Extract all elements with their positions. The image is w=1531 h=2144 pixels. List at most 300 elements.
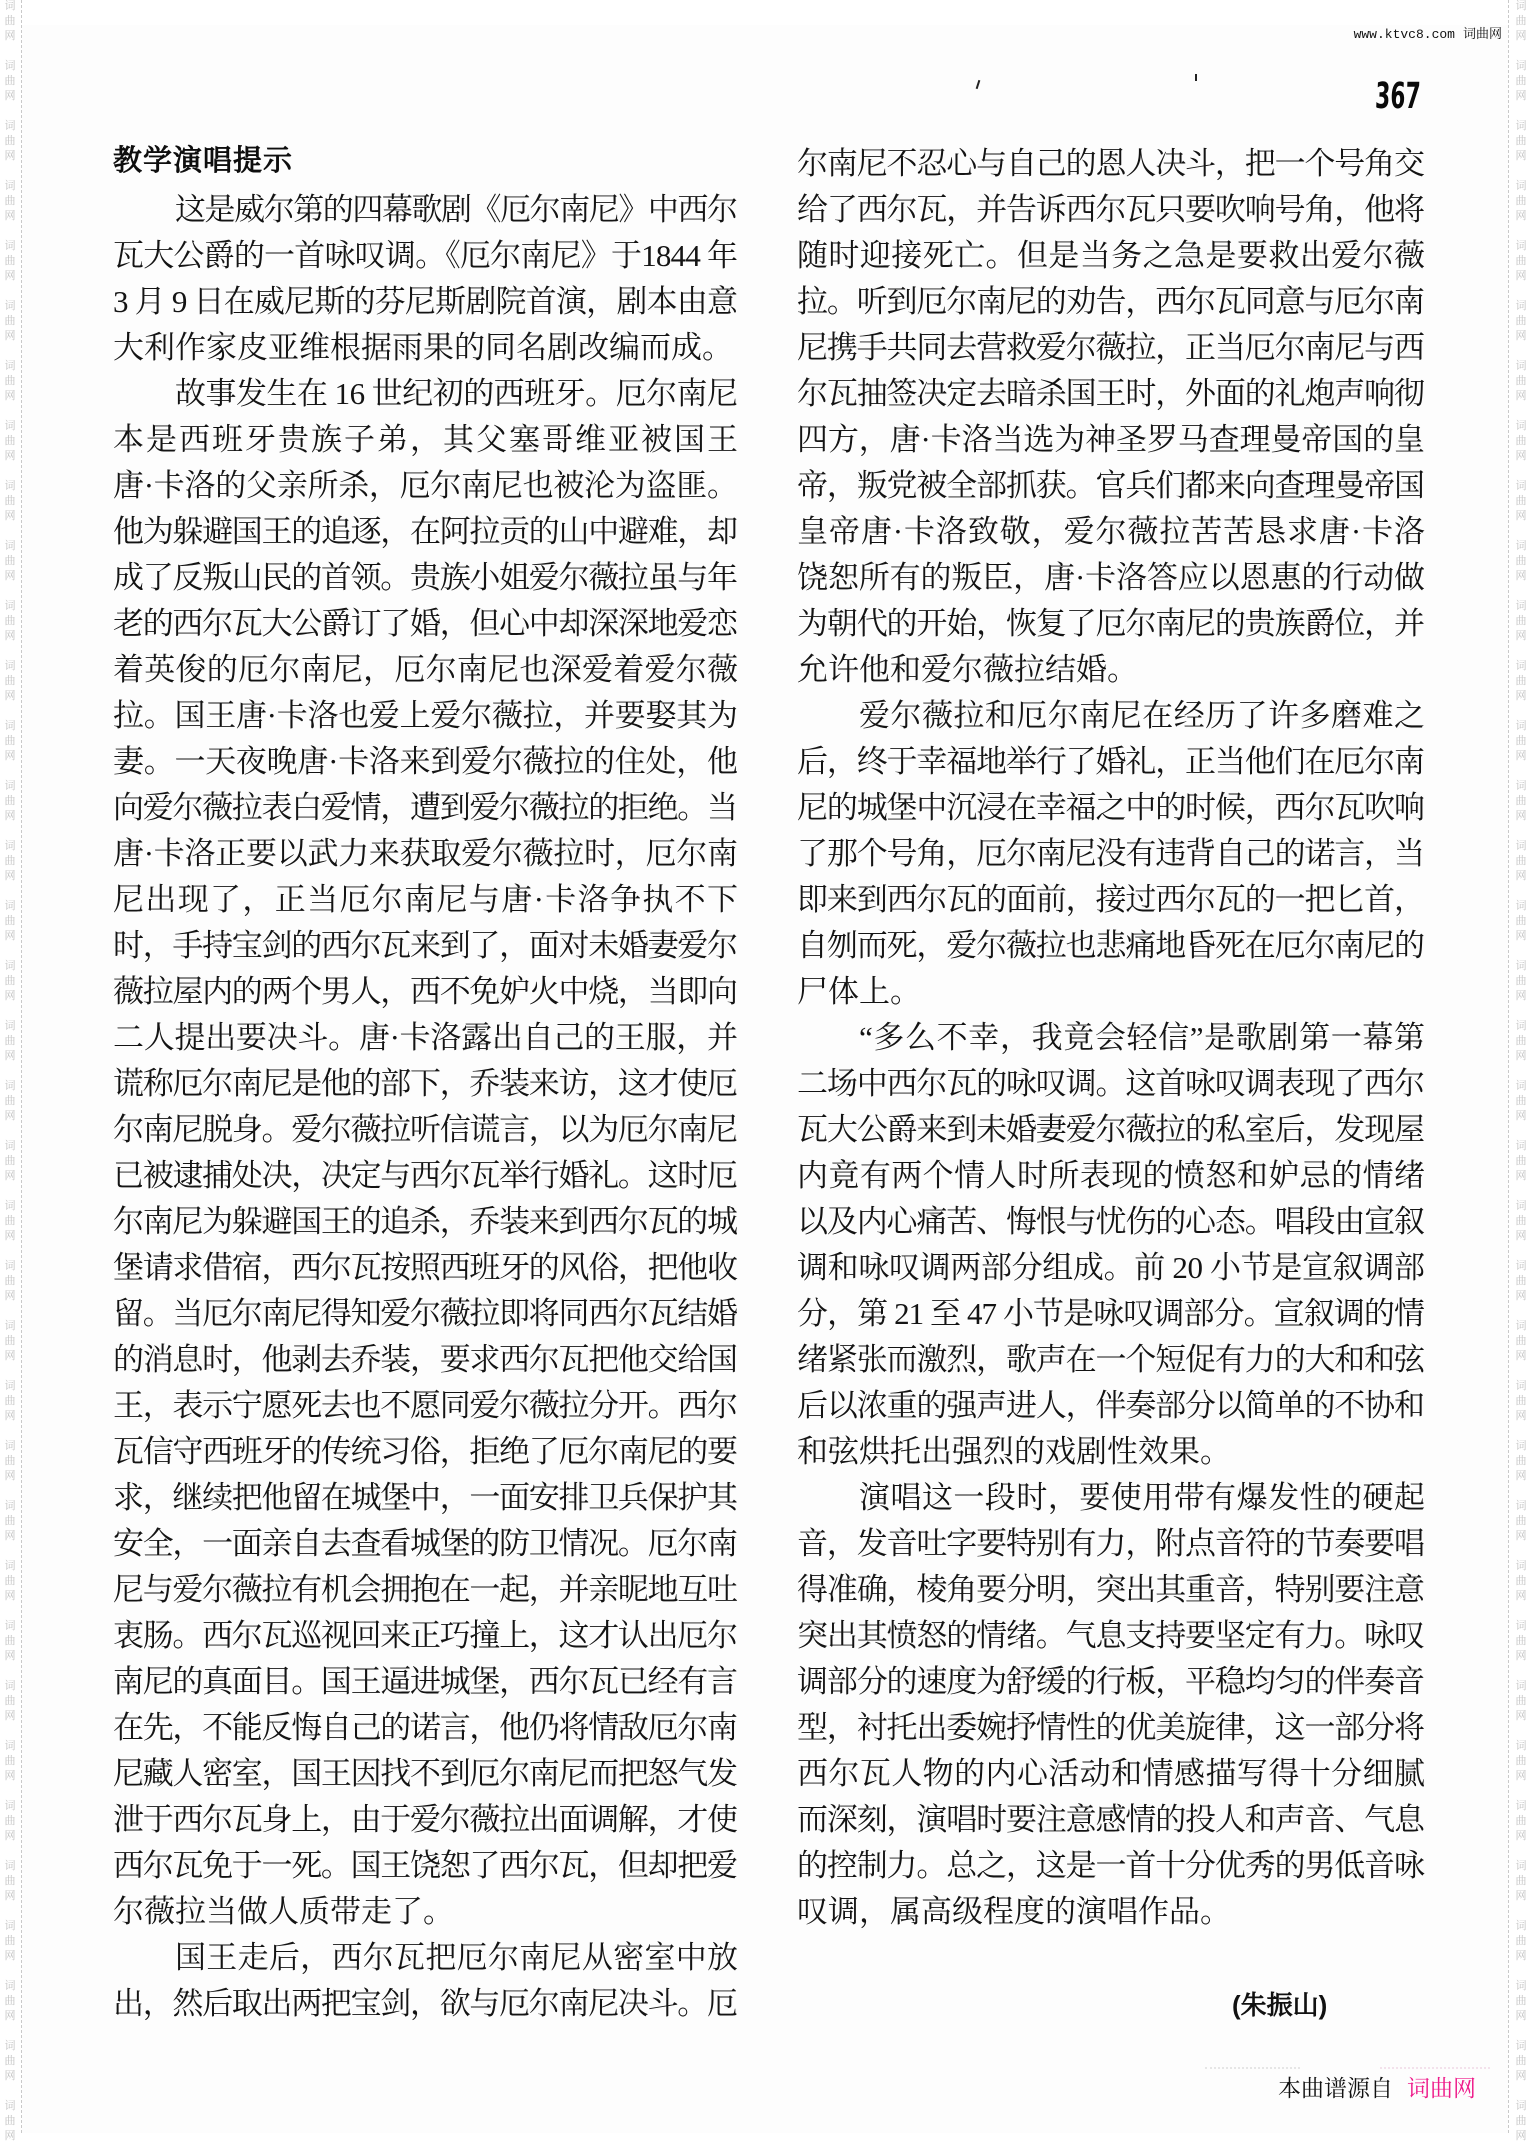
text-line-content: 拉。国王唐·卡洛也爱上爱尔薇拉，并要娶其为	[113, 698, 738, 733]
watermark-char: 词	[4, 299, 16, 312]
watermark-group	[3, 1858, 17, 1904]
watermark-char: 曲	[4, 1094, 16, 1107]
watermark-group	[1514, 178, 1528, 224]
watermark-char: 网	[1515, 149, 1527, 162]
watermark-char: 网	[4, 1349, 16, 1362]
site-url: www.ktvc8.com	[1353, 27, 1455, 42]
watermark-group	[1514, 718, 1528, 764]
watermark-group	[3, 1618, 17, 1664]
site-name: 词曲网	[1462, 27, 1502, 42]
watermark-char: 网	[4, 1529, 16, 1542]
watermark-char: 网	[1515, 1049, 1527, 1062]
watermark-group	[1514, 1798, 1528, 1844]
text-line-content: 尼的城堡中沉浸在幸福之中的时候，西尔瓦吹响	[797, 790, 1424, 825]
watermark-char: 曲	[1515, 2114, 1527, 2127]
text-line-content: 西尔瓦人物的内心活动和情感描写得十分细腻	[797, 1756, 1426, 1791]
watermark-char: 曲	[1515, 134, 1527, 147]
text-line	[797, 1751, 1425, 1797]
watermark-char: 词	[1515, 1379, 1527, 1392]
watermark-char: 曲	[1515, 1214, 1527, 1227]
watermark-char: 词	[4, 1319, 16, 1332]
watermark-char: 曲	[1515, 674, 1527, 687]
text-line-content: 尔薇拉当做人质带走了。	[113, 1894, 454, 1929]
watermark-char: 网	[1515, 1889, 1527, 1902]
watermark-char: 网	[4, 449, 16, 462]
text-line	[113, 1843, 738, 1889]
watermark-char: 词	[1515, 1979, 1527, 1992]
watermark-group	[1514, 1018, 1528, 1064]
text-line-content: 叹调，属高级程度的演唱作品。	[797, 1894, 1231, 1929]
text-line-content: 突出其愤怒的情绪。气息支持要坚定有力。咏叹	[797, 1618, 1424, 1653]
watermark-group	[3, 1798, 17, 1844]
text-line	[797, 509, 1425, 555]
watermark-char: 网	[4, 1589, 16, 1602]
watermark-char: 曲	[4, 1334, 16, 1347]
watermark-group	[3, 1918, 17, 1964]
watermark-char: 曲	[1515, 434, 1527, 447]
footer-source-brand: 词曲网	[1407, 2076, 1476, 2102]
watermark-char: 网	[4, 1709, 16, 1722]
watermark-char: 词	[4, 239, 16, 252]
text-line	[797, 647, 1425, 693]
watermark-char: 曲	[4, 1154, 16, 1167]
text-line-content: 尔南尼脱身。爱尔薇拉听信谎言，以为厄尔南尼	[113, 1112, 737, 1147]
watermark-char: 词	[4, 1079, 16, 1092]
text-line-content: “多么不幸，我竟会轻信”是歌剧第一幕第	[859, 1020, 1426, 1055]
text-line	[113, 1291, 738, 1337]
watermark-char: 词	[1515, 1919, 1527, 1932]
watermark-char: 曲	[4, 1514, 16, 1527]
text-line-content: 唐·卡洛正要以武力来获取爱尔薇拉时，厄尔南	[113, 836, 738, 871]
text-line	[113, 877, 738, 923]
text-line-content: 求，继续把他留在城堡中，一面安排卫兵保护其	[113, 1480, 737, 1515]
text-line-content: 随时迎接死亡。但是当务之急是要救出爱尔薇	[797, 238, 1426, 273]
watermark-char: 曲	[4, 1574, 16, 1587]
text-line	[113, 1935, 738, 1981]
watermark-group	[3, 1678, 17, 1724]
watermark-char: 曲	[4, 554, 16, 567]
watermark-char: 词	[1515, 0, 1527, 12]
watermark-char: 曲	[1515, 734, 1527, 747]
watermark-char: 网	[4, 1409, 16, 1422]
watermark-char: 网	[4, 1109, 16, 1122]
text-line	[113, 1107, 738, 1153]
text-line-content: 调和咏叹调两部分组成。前 20 小节是宣叙调部	[797, 1250, 1425, 1285]
watermark-char: 网	[1515, 2129, 1527, 2142]
watermark-char: 曲	[4, 434, 16, 447]
watermark-group	[1514, 538, 1528, 584]
right-margin-dashed-line	[1508, 0, 1509, 2133]
text-line-content: 3 月 9 日在威尼斯的芬尼斯剧院首演，剧本由意	[113, 284, 738, 319]
text-line	[797, 371, 1425, 417]
watermark-char: 词	[4, 779, 16, 792]
text-line	[113, 1245, 738, 1291]
text-line	[113, 1015, 738, 1061]
watermark-char: 词	[1515, 419, 1527, 432]
watermark-char: 曲	[4, 1634, 16, 1647]
watermark-group	[3, 1438, 17, 1484]
text-line-content: 尼出现了，正当厄尔南尼与唐·卡洛争执不下	[113, 882, 740, 917]
text-line	[797, 785, 1425, 831]
text-line	[113, 1889, 738, 1935]
page-number: 367	[1374, 76, 1422, 117]
text-line	[113, 1981, 738, 2027]
watermark-char: 网	[1515, 1649, 1527, 1662]
watermark-char: 曲	[1515, 1634, 1527, 1647]
text-line	[797, 1567, 1425, 1613]
watermark-char: 网	[1515, 689, 1527, 702]
watermark-char: 曲	[4, 1274, 16, 1287]
watermark-char: 网	[1515, 1589, 1527, 1602]
text-line	[797, 1659, 1425, 1705]
watermark-char: 网	[4, 1949, 16, 1962]
watermark-char: 曲	[1515, 194, 1527, 207]
watermark-char: 曲	[4, 74, 16, 87]
watermark-char: 词	[4, 2039, 16, 2052]
watermark-group	[3, 238, 17, 284]
watermark-char: 网	[1515, 1469, 1527, 1482]
watermark-group	[1514, 898, 1528, 944]
watermark-char: 曲	[1515, 1514, 1527, 1527]
watermark-char: 词	[1515, 1559, 1527, 1572]
text-line	[797, 923, 1425, 969]
watermark-char: 曲	[1515, 1994, 1527, 2007]
text-line	[113, 279, 738, 325]
text-line-content: 故事发生在 16 世纪初的西班牙。厄尔南尼	[175, 376, 738, 411]
watermark-char: 网	[1515, 269, 1527, 282]
watermark-char: 词	[4, 1619, 16, 1632]
text-line	[113, 1199, 738, 1245]
watermark-char: 网	[4, 569, 16, 582]
watermark-char: 网	[1515, 869, 1527, 882]
watermark-char: 网	[1515, 1409, 1527, 1422]
watermark-char: 词	[1515, 179, 1527, 192]
watermark-char: 网	[1515, 1529, 1527, 1542]
watermark-char: 词	[1515, 1439, 1527, 1452]
text-line	[113, 417, 738, 463]
watermark-group	[1514, 0, 1528, 44]
watermark-char: 网	[4, 629, 16, 642]
watermark-group	[1514, 1498, 1528, 1544]
watermark-char: 网	[4, 2069, 16, 2082]
watermark-char: 词	[4, 599, 16, 612]
text-line	[113, 785, 738, 831]
watermark-char: 网	[4, 989, 16, 1002]
text-line-content: 尼藏人密室，国王因找不到厄尔南尼而把怒气发	[113, 1756, 737, 1791]
text-line-content: 即来到西尔瓦的面前，接过西尔瓦的一把匕首，	[797, 882, 1424, 917]
text-line	[113, 923, 738, 969]
watermark-char: 网	[1515, 1829, 1527, 1842]
watermark-group	[1514, 958, 1528, 1004]
text-line-content: 二场中西尔瓦的咏叹调。这首咏叹调表现了西尔	[797, 1066, 1424, 1101]
watermark-char: 曲	[4, 1814, 16, 1827]
watermark-char: 曲	[4, 314, 16, 327]
watermark-group	[1514, 1438, 1528, 1484]
text-line	[113, 1659, 738, 1705]
text-line	[797, 831, 1425, 877]
watermark-char: 词	[4, 839, 16, 852]
text-line	[797, 1199, 1425, 1245]
text-line-content: 南尼的真面目。国王逼进城堡，西尔瓦已经有言	[113, 1664, 737, 1699]
footer-divider	[1205, 2067, 1300, 2069]
text-line	[797, 1153, 1425, 1199]
watermark-char: 词	[1515, 1259, 1527, 1272]
watermark-char: 词	[1515, 1739, 1527, 1752]
watermark-char: 词	[1515, 1079, 1527, 1092]
watermark-group	[1514, 1318, 1528, 1364]
text-line	[113, 693, 738, 739]
watermark-char: 词	[1515, 779, 1527, 792]
text-line	[797, 969, 1425, 1015]
watermark-char: 网	[1515, 1949, 1527, 1962]
text-line-content: 为朝代的开始，恢复了厄尔南尼的贵族爵位，并	[797, 606, 1424, 641]
text-line-content: 型，衬托出委婉抒情性的优美旋律，这一部分将	[797, 1710, 1424, 1745]
watermark-char: 词	[4, 119, 16, 132]
watermark-char: 网	[4, 2129, 16, 2142]
text-line-content: 谎称厄尔南尼是他的部下，乔装来访，这才使厄	[113, 1066, 737, 1101]
watermark-char: 词	[4, 1739, 16, 1752]
watermark-char: 网	[1515, 1709, 1527, 1722]
text-line-content: 尔南尼为躲避国王的追杀，乔装来到西尔瓦的城	[113, 1204, 737, 1239]
watermark-char: 曲	[4, 794, 16, 807]
text-line	[113, 969, 738, 1015]
watermark-char: 词	[4, 1019, 16, 1032]
footer-divider	[1380, 2067, 1490, 2069]
watermark-char: 词	[4, 1199, 16, 1212]
text-line-content: 国王走后，西尔瓦把厄尔南尼从密室中放	[175, 1940, 739, 1975]
text-line-content: 王，表示宁愿死去也不愿同爱尔薇拉分开。西尔	[113, 1388, 737, 1423]
watermark-group	[1514, 1978, 1528, 2024]
text-line	[113, 739, 738, 785]
watermark-group	[1514, 418, 1528, 464]
watermark-char: 网	[1515, 1349, 1527, 1362]
text-line-content: 本是西班牙贵族子弟，其父塞哥维亚被国王	[113, 422, 740, 457]
watermark-char: 网	[4, 1649, 16, 1662]
watermark-char: 词	[1515, 59, 1527, 72]
text-line	[113, 463, 738, 509]
text-line	[797, 1383, 1425, 1429]
paragraph	[797, 1475, 1425, 1935]
watermark-char: 曲	[4, 974, 16, 987]
text-line-content: 这是威尔第的四幕歌剧《厄尔南尼》中西尔	[175, 192, 737, 227]
watermark-group	[3, 2038, 17, 2084]
watermark-char: 曲	[1515, 254, 1527, 267]
paragraph	[797, 1015, 1425, 1475]
watermark-group	[1514, 838, 1528, 884]
watermark-char: 曲	[1515, 1394, 1527, 1407]
text-line-content: 允许他和爱尔薇拉结婚。	[797, 652, 1138, 687]
text-line	[113, 601, 738, 647]
watermark-char: 网	[4, 29, 16, 42]
watermark-char: 词	[4, 659, 16, 672]
watermark-char: 词	[1515, 899, 1527, 912]
text-line-content: 泄于西尔瓦身上，由于爱尔薇拉出面调解，才使	[113, 1802, 737, 1837]
watermark-group	[1514, 778, 1528, 824]
watermark-char: 网	[4, 1289, 16, 1302]
watermark-char: 曲	[4, 1754, 16, 1767]
watermark-char: 曲	[1515, 1814, 1527, 1827]
text-line	[797, 233, 1425, 279]
watermark-char: 曲	[4, 614, 16, 627]
text-line	[797, 187, 1425, 233]
text-line-content: 爱尔薇拉和厄尔南尼在经历了许多磨难之	[859, 698, 1426, 733]
text-line	[113, 1751, 738, 1797]
text-line	[113, 1153, 738, 1199]
text-line-content: 留。当厄尔南尼得知爱尔薇拉即将同西尔瓦结婚	[113, 1296, 737, 1331]
watermark-group	[3, 0, 17, 44]
text-line-content: 和弦烘托出强烈的戏剧性效果。	[797, 1434, 1231, 1469]
watermark-group	[3, 1558, 17, 1604]
watermark-char: 网	[4, 1229, 16, 1242]
watermark-char: 网	[1515, 29, 1527, 42]
scan-speck	[1195, 74, 1197, 81]
watermark-group	[3, 118, 17, 164]
watermark-char: 网	[1515, 1289, 1527, 1302]
watermark-char: 曲	[4, 854, 16, 867]
watermark-char: 曲	[1515, 14, 1527, 27]
text-line	[113, 325, 738, 371]
watermark-char: 词	[4, 1259, 16, 1272]
watermark-char: 词	[1515, 2099, 1527, 2112]
text-line-content: 瓦信守西班牙的传统习俗，拒绝了厄尔南尼的要	[113, 1434, 737, 1469]
watermark-char: 词	[1515, 119, 1527, 132]
watermark-group	[3, 1138, 17, 1184]
watermark-char: 曲	[4, 2114, 16, 2127]
watermark-char: 网	[4, 689, 16, 702]
text-line	[113, 555, 738, 601]
text-line-content: 老的西尔瓦大公爵订了婚，但心中却深深地爱恋	[113, 606, 737, 641]
watermark-char: 词	[4, 1679, 16, 1692]
text-line-content: 衷肠。西尔瓦巡视回来正巧撞上，这才认出厄尔	[113, 1618, 737, 1653]
text-line	[797, 877, 1425, 923]
text-line	[113, 647, 738, 693]
watermark-char: 曲	[4, 374, 16, 387]
watermark-char: 词	[4, 1799, 16, 1812]
watermark-group	[3, 598, 17, 644]
watermark-char: 曲	[4, 1694, 16, 1707]
text-line	[797, 1705, 1425, 1751]
text-line	[113, 1567, 738, 1613]
text-line	[797, 1475, 1425, 1521]
left-margin-watermark	[3, 0, 17, 2142]
watermark-group	[1514, 1078, 1528, 1124]
watermark-char: 网	[4, 1469, 16, 1482]
watermark-char: 曲	[1515, 374, 1527, 387]
text-line-content: 他为躲避国王的追逐，在阿拉贡的山中避难，却	[113, 514, 737, 549]
watermark-char: 网	[4, 1769, 16, 1782]
section-title: 教学演唱提示	[113, 145, 294, 177]
paragraph	[797, 693, 1425, 1015]
paragraph	[113, 187, 738, 371]
text-line-content: 二人提出要决斗。唐·卡洛露出自己的王服，并	[113, 1020, 738, 1055]
text-line-content: 演唱这一段时，要使用带有爆发性的硬起	[859, 1480, 1426, 1515]
text-line	[113, 509, 738, 555]
watermark-char: 网	[1515, 449, 1527, 462]
watermark-char: 曲	[4, 1874, 16, 1887]
watermark-char: 网	[4, 209, 16, 222]
watermark-char: 词	[1515, 659, 1527, 672]
text-line	[113, 1337, 738, 1383]
watermark-char: 词	[1515, 2039, 1527, 2052]
watermark-char: 词	[1515, 1859, 1527, 1872]
text-line-content: 向爱尔薇拉表白爱情，遭到爱尔薇拉的拒绝。当	[113, 790, 737, 825]
text-line-content: 安全，一面亲自去查看城堡的防卫情况。厄尔南	[113, 1526, 737, 1561]
paragraph	[113, 371, 738, 1935]
watermark-char: 曲	[1515, 74, 1527, 87]
watermark-char: 曲	[1515, 974, 1527, 987]
watermark-char: 曲	[1515, 554, 1527, 567]
watermark-char: 词	[4, 59, 16, 72]
watermark-group	[1514, 238, 1528, 284]
text-line-content: 音，发音吐字要特别有力，附点音符的节奏要唱	[797, 1526, 1424, 1561]
text-line	[797, 1843, 1425, 1889]
watermark-char: 网	[1515, 509, 1527, 522]
watermark-char: 曲	[1515, 794, 1527, 807]
text-line-content: 妻。一天夜晚唐·卡洛来到爱尔薇拉的住处，他	[113, 744, 738, 779]
watermark-group	[3, 1498, 17, 1544]
text-line-content: 内竟有两个情人时所表现的愤怒和妒忌的情绪	[797, 1158, 1426, 1193]
watermark-char: 网	[4, 89, 16, 102]
watermark-group	[3, 1978, 17, 2024]
watermark-char: 网	[1515, 629, 1527, 642]
watermark-char: 词	[4, 1859, 16, 1872]
text-line	[113, 1613, 738, 1659]
watermark-char: 曲	[1515, 314, 1527, 327]
watermark-char: 词	[4, 419, 16, 432]
text-line	[113, 831, 738, 877]
text-line-content: 绪紧张而激烈，歌声在一个短促有力的大和和弦	[797, 1342, 1424, 1377]
text-line-content: 尼与爱尔薇拉有机会拥抱在一起，并亲昵地互吐	[113, 1572, 737, 1607]
watermark-char: 曲	[4, 1994, 16, 2007]
text-line	[797, 1889, 1425, 1935]
text-line	[113, 1521, 738, 1567]
watermark-group	[3, 178, 17, 224]
watermark-char: 网	[4, 2009, 16, 2022]
watermark-char: 网	[1515, 749, 1527, 762]
watermark-char: 词	[4, 1499, 16, 1512]
text-line-content: 尔南尼不忍心与自己的恩人决斗，把一个号角交	[797, 146, 1424, 181]
watermark-char: 曲	[1515, 1874, 1527, 1887]
watermark-char: 网	[1515, 569, 1527, 582]
watermark-char: 词	[4, 0, 16, 12]
text-line-content: 皇帝唐·卡洛致敬，爱尔薇拉苦苦恳求唐·卡洛	[797, 514, 1426, 549]
watermark-char: 曲	[1515, 1334, 1527, 1347]
text-line	[797, 555, 1425, 601]
watermark-group	[3, 1258, 17, 1304]
text-line	[113, 233, 738, 279]
watermark-char: 网	[4, 269, 16, 282]
watermark-char: 曲	[1515, 1454, 1527, 1467]
watermark-char: 词	[4, 1559, 16, 1572]
text-line	[113, 187, 738, 233]
text-line-content: 自刎而死，爱尔薇拉也悲痛地昏死在厄尔南尼的	[797, 928, 1424, 963]
watermark-char: 词	[4, 539, 16, 552]
text-line-content: 堡请求借宿，西尔瓦按照西班牙的风俗，把他收	[113, 1250, 737, 1285]
text-line-content: 尔瓦抽签决定去暗杀国王时，外面的礼炮声响彻	[797, 376, 1424, 411]
watermark-char: 词	[4, 479, 16, 492]
watermark-char: 词	[1515, 599, 1527, 612]
text-line	[113, 1383, 738, 1429]
watermark-group	[3, 478, 17, 524]
watermark-char: 词	[4, 1379, 16, 1392]
watermark-char: 网	[1515, 329, 1527, 342]
watermark-char: 曲	[4, 1934, 16, 1947]
watermark-char: 词	[1515, 1319, 1527, 1332]
text-line-content: 的消息时，他剥去乔装，要求西尔瓦把他交给国	[113, 1342, 737, 1377]
watermark-group	[1514, 1918, 1528, 1964]
text-line	[797, 693, 1425, 739]
text-line-content: 四方，唐·卡洛当选为神圣罗马查理曼帝国的皇	[797, 422, 1425, 457]
